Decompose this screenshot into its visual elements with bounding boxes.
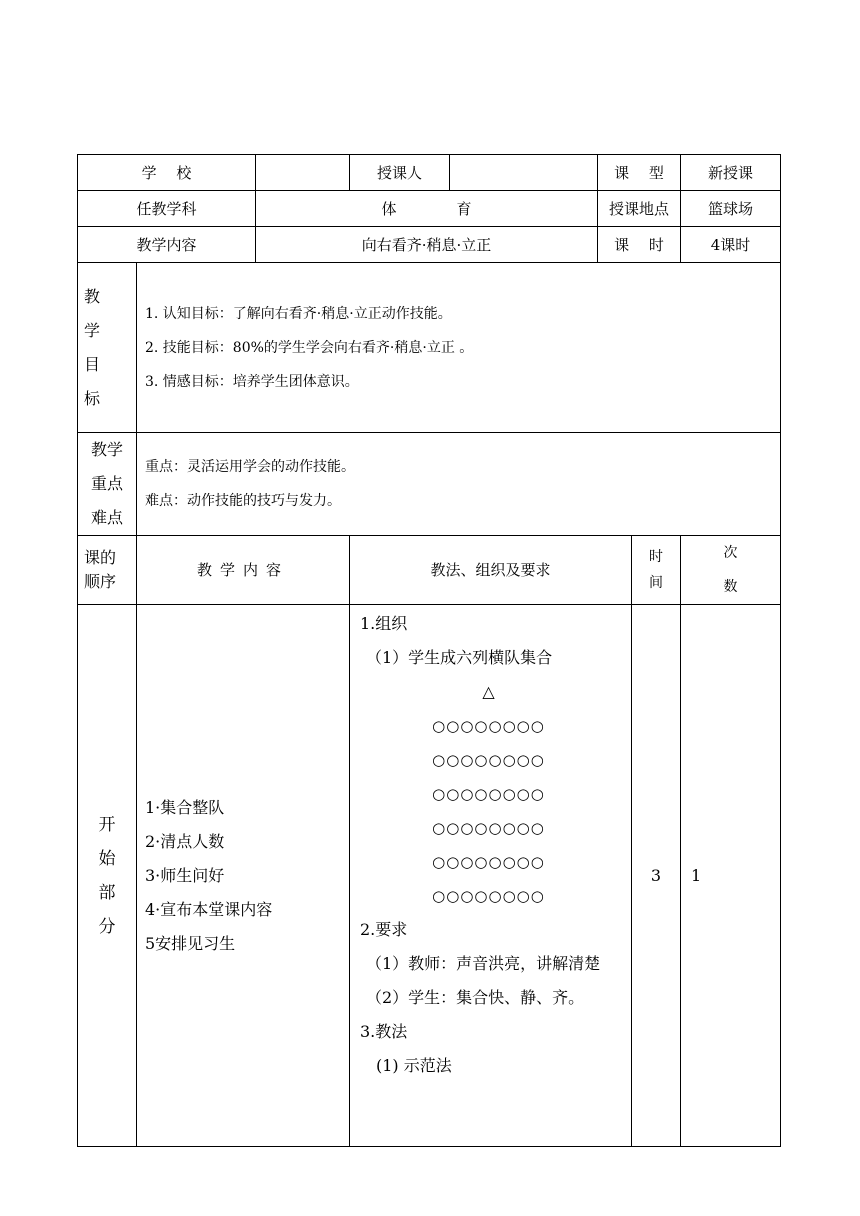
objectives-list [137, 263, 781, 433]
opening-label [78, 605, 137, 1147]
subject-value: 体 育 [256, 191, 598, 227]
opening-count: 1 [681, 605, 781, 1147]
content-label: 教学内容 [78, 227, 256, 263]
content-header: 教学内容 [137, 536, 350, 605]
opening-label-char: 部 [98, 882, 116, 903]
keypoint-item: 难点：动作技能的技巧与发力。 [145, 493, 341, 509]
order-header-line: 顺序 [84, 572, 117, 591]
column-header-row [78, 536, 781, 605]
hours-value: 4课时 [681, 227, 781, 263]
header-row-2 [78, 191, 781, 227]
keypoints-label-line: 教学 [90, 440, 123, 459]
opening-content-item: 4·宣布本堂课内容 [145, 899, 273, 919]
requirement-item: （1）教师：声音洪亮，讲解清楚 [366, 954, 601, 973]
header-row-1 [78, 155, 781, 191]
org-item: （1）学生成六列横队集合 [366, 648, 553, 667]
opening-label-char: 分 [98, 916, 116, 937]
order-header-line: 课的 [84, 548, 117, 567]
school-label: 学 校 [78, 155, 256, 191]
opening-content-item: 3·师生问好 [145, 865, 225, 885]
method-title: 3.教法 [360, 1022, 408, 1041]
order-header [78, 536, 137, 605]
keypoints-label-line: 重点 [90, 474, 123, 493]
opening-content [137, 605, 350, 1147]
student-row: ○○○○○○○○ [432, 819, 545, 837]
type-label: 课 型 [598, 155, 681, 191]
student-row: ○○○○○○○○ [432, 853, 545, 871]
subject-label: 任教学科 [78, 191, 256, 227]
objectives-label [78, 263, 137, 433]
count-header-line: 次 [723, 545, 738, 561]
count-header [681, 536, 781, 605]
keypoints-row [78, 433, 781, 536]
org-title: 1.组织 [360, 614, 408, 633]
type-value: 新授课 [681, 155, 781, 191]
school-value [256, 155, 350, 191]
objectives-label-line: 教学 [84, 286, 111, 340]
keypoints-list [137, 433, 781, 536]
objectives-row [78, 263, 781, 433]
teacher-label: 授课人 [350, 155, 450, 191]
requirement-title: 2.要求 [360, 920, 408, 939]
opening-content-item: 2·清点人数 [145, 831, 225, 851]
content-value: 向右看齐·稍息·立正 [256, 227, 598, 263]
objective-item: 1. 认知目标：了解向右看齐·稍息·立正动作技能。 [145, 305, 452, 322]
objective-item: 2. 技能目标：80%的学生学会向右看齐·稍息·立正 。 [145, 339, 474, 356]
student-row: ○○○○○○○○ [432, 717, 545, 735]
keypoint-item: 重点：灵活运用学会的动作技能。 [145, 459, 355, 475]
opening-label-char: 开 [98, 814, 116, 835]
objectives-label-line: 标 [84, 388, 111, 408]
header-row-3 [78, 227, 781, 263]
opening-method [350, 605, 632, 1147]
opening-content-item: 1·集合整队 [145, 797, 225, 817]
time-header [632, 536, 681, 605]
teacher-value [450, 155, 598, 191]
location-label: 授课地点 [598, 191, 681, 227]
student-row: ○○○○○○○○ [432, 751, 545, 769]
method-header: 教法、组织及要求 [350, 536, 632, 605]
opening-content-item: 5安排见习生 [145, 933, 236, 953]
lesson-plan-table [77, 154, 781, 1147]
requirement-item: （2）学生：集合快、静、齐。 [366, 988, 585, 1007]
objective-item: 3. 情感目标：培养学生团体意识。 [145, 373, 359, 390]
keypoints-label-line: 难点 [90, 508, 123, 527]
opening-time: 3 [632, 605, 681, 1147]
teacher-triangle-icon: △ [482, 682, 495, 701]
location-value: 篮球场 [681, 191, 781, 227]
opening-label-char: 始 [98, 848, 116, 869]
student-row: ○○○○○○○○ [432, 785, 545, 803]
opening-section-row [78, 605, 781, 1147]
student-row: ○○○○○○○○ [432, 887, 545, 905]
time-header-line: 时 [649, 549, 663, 565]
time-header-line: 间 [649, 575, 663, 591]
method-item: (1) 示范法 [376, 1056, 452, 1075]
keypoints-label [78, 433, 137, 536]
count-header-line: 数 [723, 579, 738, 595]
hours-label: 课 时 [598, 227, 681, 263]
objectives-label-line: 目 [84, 354, 111, 374]
